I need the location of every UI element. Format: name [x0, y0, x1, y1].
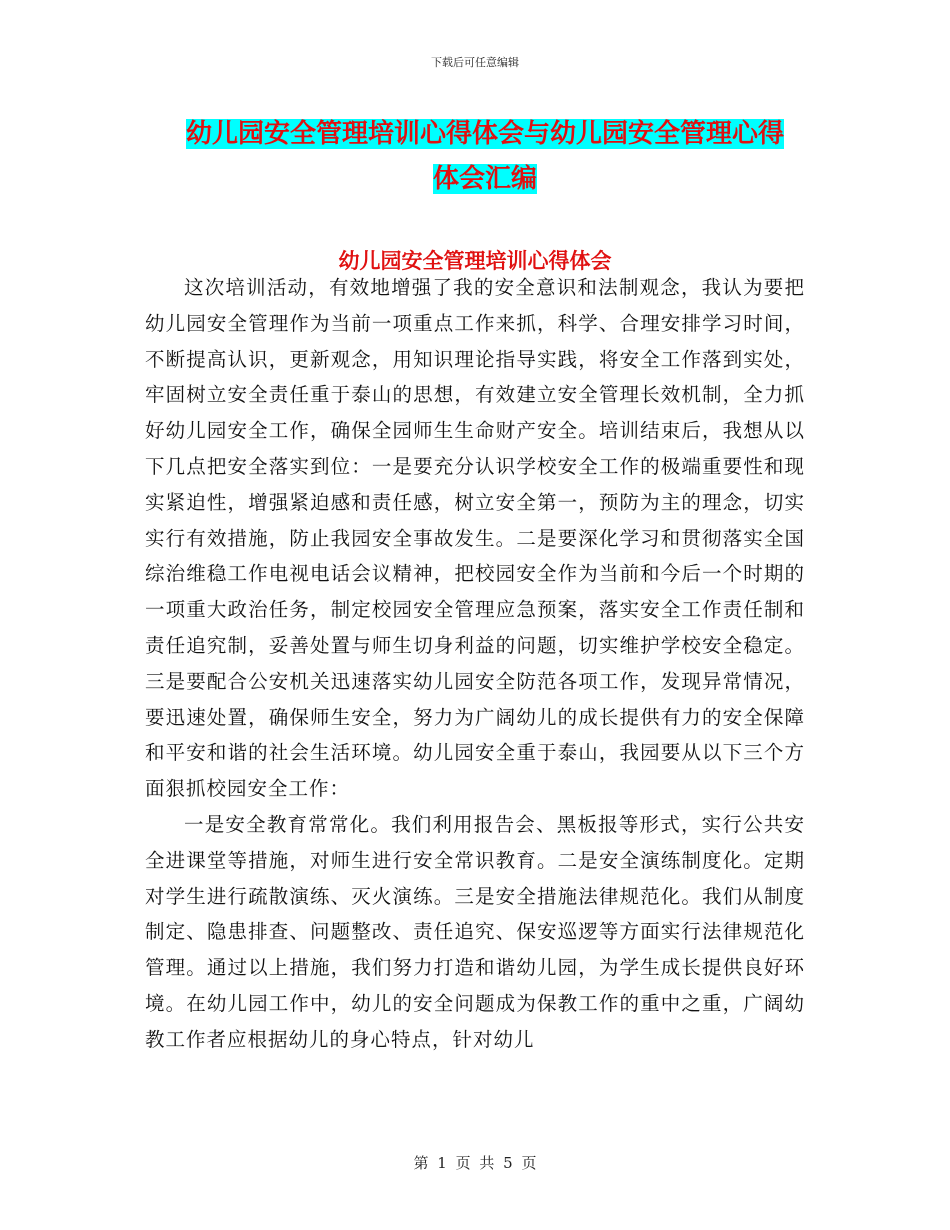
section-title: 幼儿园安全管理培训心得体会 [338, 248, 612, 273]
document-title-line1: 幼儿园安全管理培训心得体会与幼儿园安全管理心得 [185, 119, 784, 149]
paragraph: 这次培训活动，有效地增强了我的安全意识和法制观念，我认为要把幼儿园安全管理作为当前一项重点工作来抓，科学、合理安排学习时间，不断提高认识，更新观念，用知识理论指导实践，将安全工作落到实处，牢固树立安全责任重于泰山的思想，有效建立安全管理长效机制，全力抓好幼儿园安全工作，确保全园师生生命财产安全。培训结束后，我想从以下几点把安全落实到位：一是要充分认识学校安全工作的极端重要性和现实紧迫性，增强紧迫感和责任感，树立安全第一，预防为主的理念，切实实行有效措施，防止我园安全事故发生。二是要深化学习和贯彻落实全国综治维稳工作电视电话会议精神，把校园安全作为当前和今后一个时期的一项重大政治任务，制定校园安全管理应急预案，落实安全工作责任制和责任追究制，妥善处置与师生切身利益的问题，切实维护学校安全稳定。三是要配合公安机关迅速落实幼儿园安全防范各项工作，发现异常情况，要迅速处置，确保师生安全，努力为广阔幼儿的成长提供有力的安全保障和平安和谐的社会生活环境。幼儿园安全重于泰山，我园要从以下三个方面狠抓校园安全工作： [145, 276, 805, 801]
document-title-line2: 体会汇编 [432, 164, 537, 194]
header-note: 下载后可任意编辑 [431, 56, 519, 69]
body-text [145, 270, 805, 1058]
paragraph: 一是安全教育常常化。我们利用报告会、黑板报等形式，实行公共安全进课堂等措施，对师生进行安全常识教育。二是安全演练制度化。定期对学生进行疏散演练、灭火演练。三是安全措施法律规范化。我们从制度制定、隐患排查、问题整改、责任追究、保安巡逻等方面实行法律规范化管理。通过以上措施，我们努力打造和谐幼儿园，为学生成长提供良好环境。在幼儿园工作中，幼儿的安全问题成为保教工作的重中之重，广阔幼教工作者应根据幼儿的身心特点，针对幼儿 [145, 812, 805, 1051]
page-footer: 第 1 页 共 5 页 [413, 1154, 537, 1172]
document-title [150, 112, 820, 202]
